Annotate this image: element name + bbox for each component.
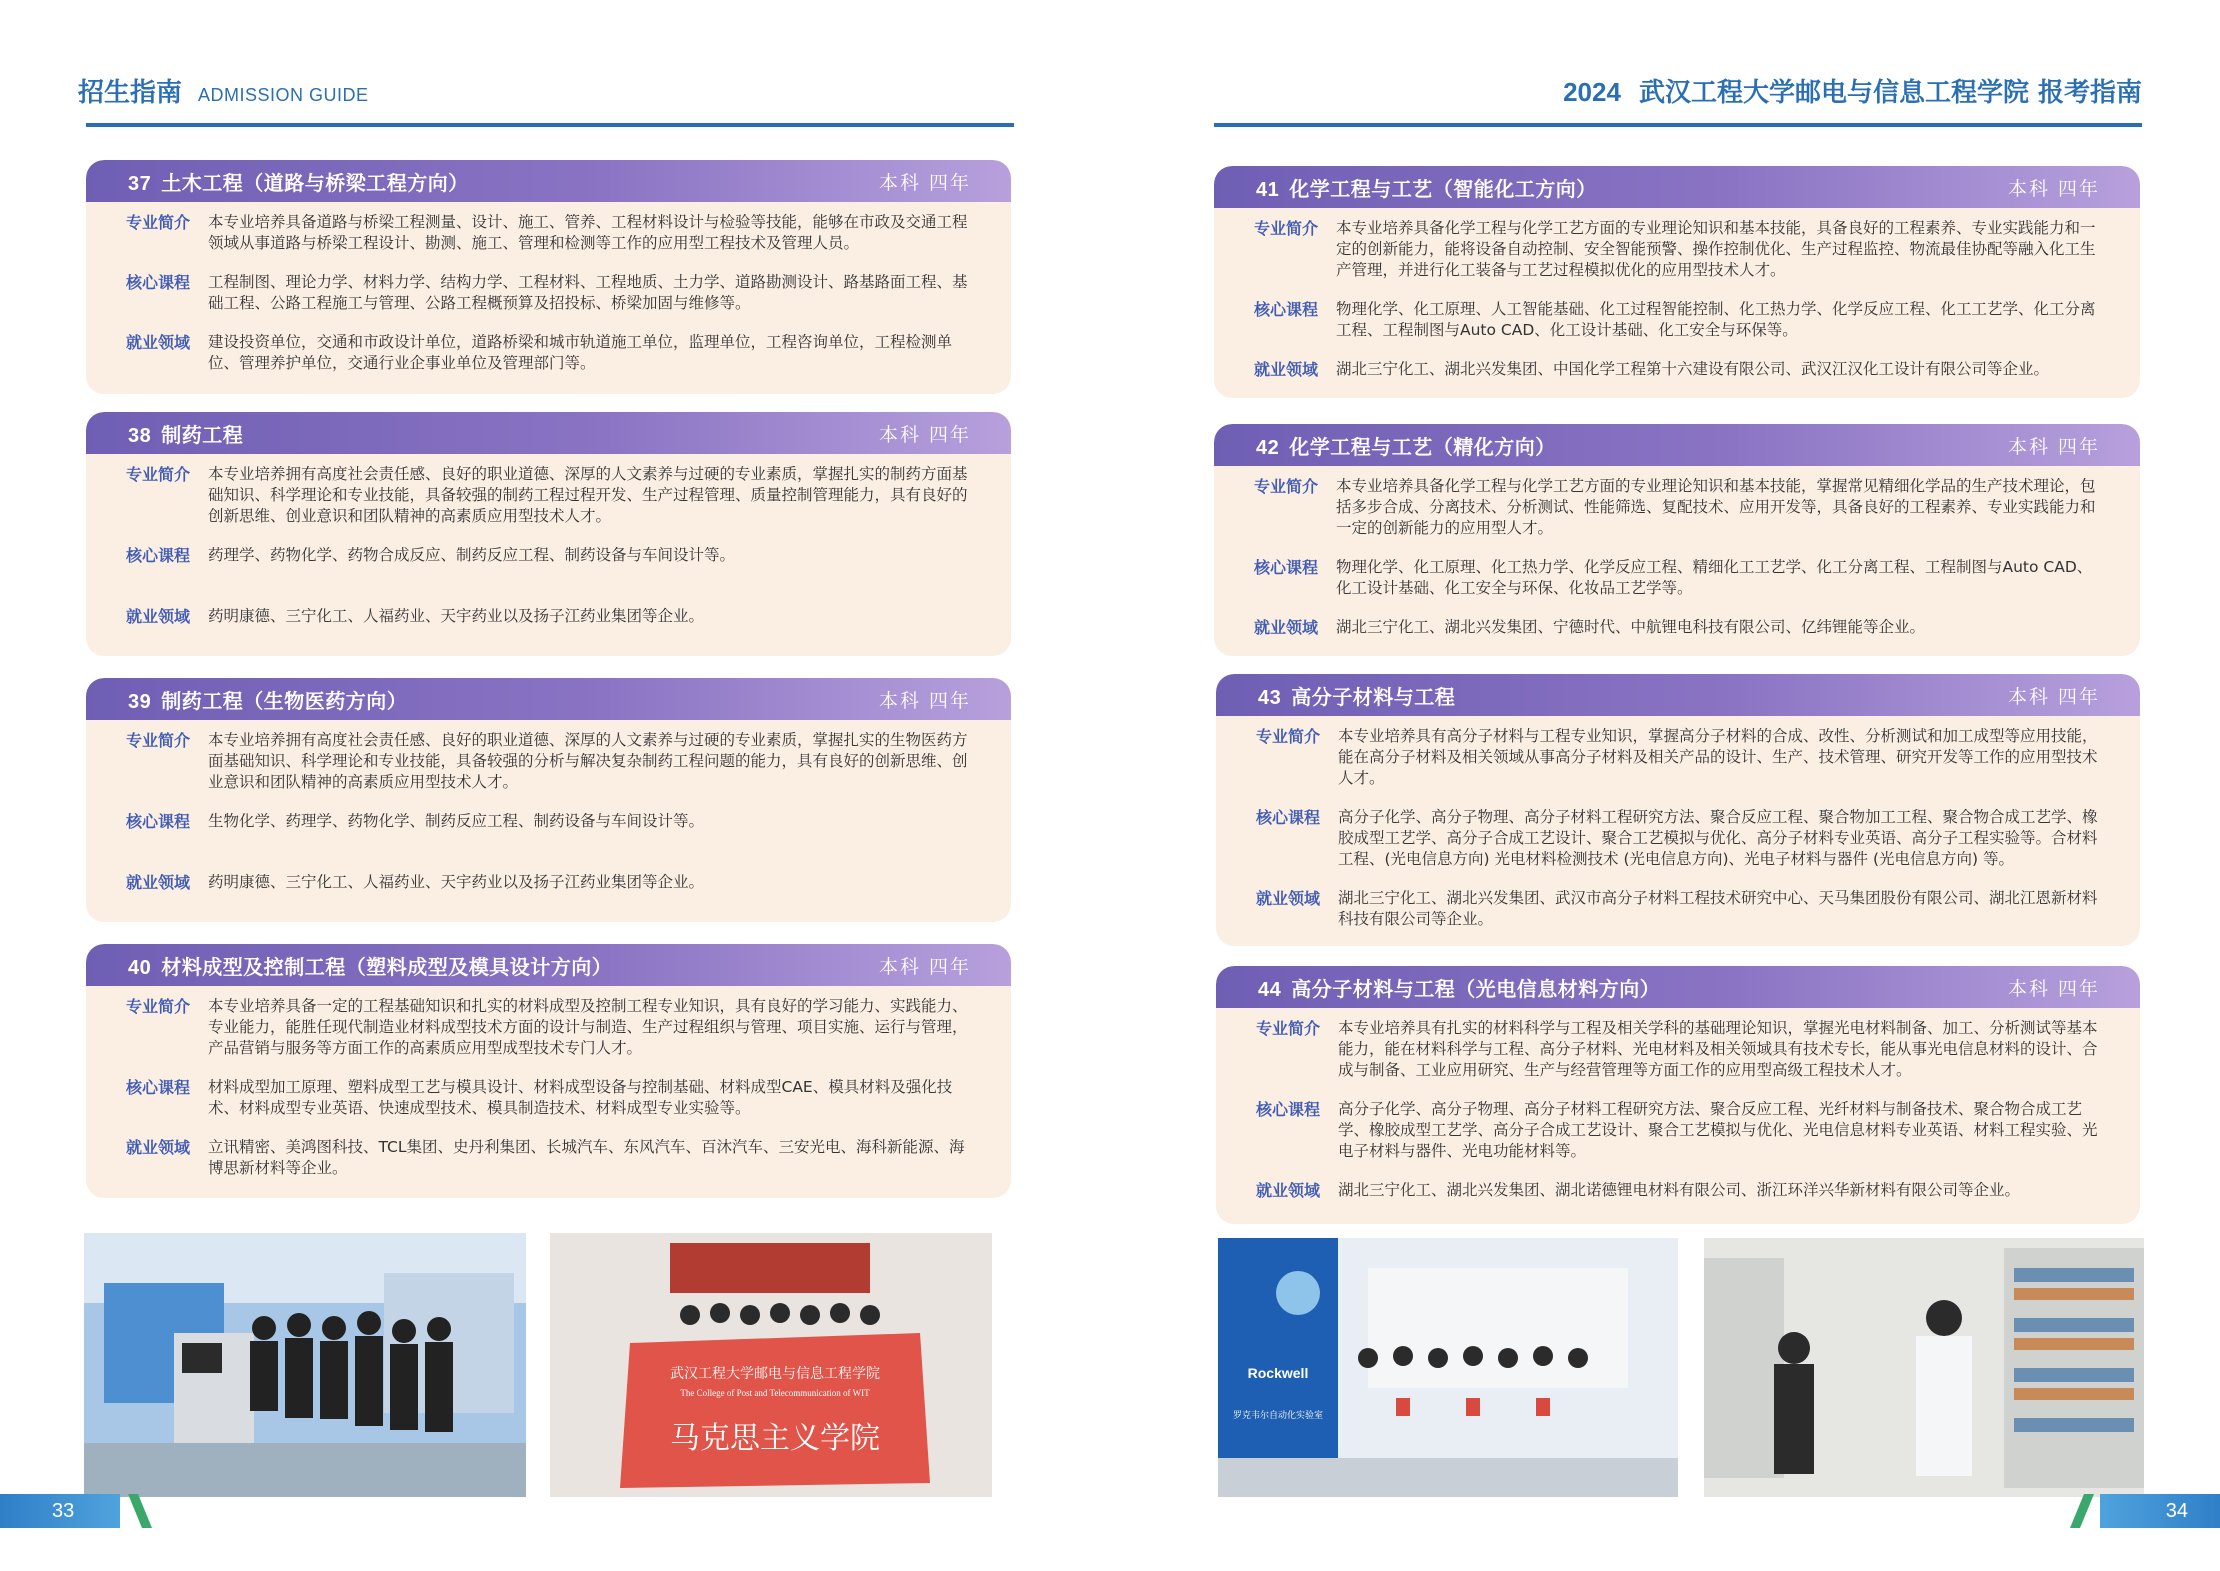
- courses-label: 核心课程: [1256, 808, 1321, 827]
- banner-line1: 武汉工程大学邮电与信息工程学院: [670, 1366, 880, 1382]
- degree-duration: 本科 四年: [878, 171, 971, 194]
- intro-text: 本专业培养拥有高度社会责任感、良好的职业道德、深厚的人文素养与过硬的专业素质，掌握扎实的制药方面基础知识、科学理论和专业技能，具备较强的制药工程过程开发、生产过程管理、质量控制管理能力，具有良好的创新思维、创业意识和团队精神的高素质应用型技术人才。: [208, 465, 968, 525]
- intro-row: [1254, 476, 2104, 539]
- courses-row: [1254, 557, 2104, 599]
- major-title-bar: [1214, 166, 2140, 208]
- intro-label: 专业简介: [126, 997, 191, 1016]
- courses-text: 高分子化学、高分子物理、高分子材料工程研究方法、聚合反应工程、聚合物加工工程、聚合物合成工艺学、橡胶成型工艺学、高分子合成工艺设计、聚合工艺模拟与优化、高分子材料专业英语、高分子工程实验等。合材料工程、(光电信息方向) 光电材料检测技术 (光电信息方向)、光电子材料与器件 (光电信息方向) 等。: [1338, 808, 2098, 868]
- intro-row: [1256, 726, 2104, 789]
- courses-text: 物理化学、化工原理、人工智能基础、化工过程智能控制、化工热力学、化学反应工程、化工工艺学、化工分离工程、工程制图与Auto CAD、化工设计基础、化工安全与环保等。: [1336, 300, 2096, 339]
- degree-duration: 本科 四年: [2007, 685, 2100, 708]
- major-name: 制药工程: [161, 422, 244, 447]
- courses-label: 核心课程: [126, 1078, 191, 1097]
- jobs-label: 就业领域: [1256, 1181, 1321, 1200]
- major-title-bar: [1214, 424, 2140, 466]
- major-number: 44: [1258, 978, 1282, 1001]
- courses-label: 核心课程: [126, 812, 191, 831]
- major-name: 土木工程（道路与桥梁工程方向）: [161, 170, 469, 195]
- jobs-text: 湖北三宁化工、湖北兴发集团、中国化学工程第十六建设有限公司、武汉江汉化工设计有限公司等企业。: [1336, 360, 2050, 378]
- page-number-stripe: [128, 1494, 152, 1528]
- major-name: 高分子材料与工程: [1291, 684, 1456, 709]
- header-year: 2024: [1563, 77, 1621, 107]
- intro-text: 本专业培养具有扎实的材料科学与工程及相关学科的基础理论知识，掌握光电材料制备、加工、分析测试等基本能力，能在材料科学与工程、高分子材料、光电材料及相关领域具有技术专长，能从事光电信息材料的设计、合成与制备、工业应用研究、生产与经营管理等方面工作的应用型高级工程技术人才。: [1338, 1019, 2098, 1079]
- header-title: 武汉工程大学邮电与信息工程学院 报考指南: [1638, 78, 2142, 108]
- major-name: 化学工程与工艺（精化方向）: [1289, 434, 1556, 459]
- lab-wall-text: 罗克韦尔自动化实验室: [1232, 1411, 1324, 1421]
- intro-row: [1254, 218, 2104, 281]
- courses-row: [126, 272, 975, 314]
- jobs-text: 湖北三宁化工、湖北兴发集团、宁德时代、中航锂电科技有限公司、亿纬锂能等企业。: [1336, 618, 1926, 636]
- courses-text: 物理化学、化工原理、化工热力学、化学反应工程、精细化工工艺学、化工分离工程、工程制图与Auto CAD、化工设计基础、化工安全与环保、化妆品工艺学等。: [1336, 558, 2093, 597]
- intro-label: 专业简介: [1254, 477, 1319, 496]
- intro-text: 本专业培养具备化学工程与化学工艺方面的专业理论知识和基本技能，掌握常见精细化学品的生产技术理论，包括多步合成、分离技术、分析测试、性能筛选、复配技术、应用开发等，具备良好的工程素养、专业实践能力和一定的创新能力的应用型人才。: [1336, 477, 2096, 537]
- jobs-text: 建设投资单位，交通和市政设计单位，道路桥梁和城市轨道施工单位，监理单位，工程咨询单位，工程检测单位、管理养护单位，交通行业企事业单位及管理部门等。: [208, 333, 953, 372]
- jobs-text: 湖北三宁化工、湖北兴发集团、武汉市高分子材料工程技术研究中心、天马集团股份有限公司、湖北江恩新材料科技有限公司等企业。: [1338, 889, 2098, 928]
- courses-row: [126, 811, 975, 832]
- degree-duration: 本科 四年: [2007, 435, 2100, 458]
- right-header: [1563, 72, 2142, 109]
- intro-text: 本专业培养具有高分子材料与工程专业知识，掌握高分子材料的合成、改性、分析测试和加工成型等应用技能，能在高分子材料及相关领域从事高分子材料及相关产品的设计、生产、技术管理、研究开发等工作的应用型技术人才。: [1338, 727, 2098, 787]
- major-title-bar: [86, 678, 1011, 720]
- courses-label: 核心课程: [1256, 1100, 1321, 1119]
- intro-row: [126, 212, 975, 254]
- intro-label: 专业简介: [1256, 727, 1321, 746]
- right-page: [1110, 0, 2220, 1571]
- intro-text: 本专业培养具备一定的工程基础知识和扎实的材料成型及控制工程专业知识，具有良好的学习能力、实践能力、专业能力，能胜任现代制造业材料成型技术方面的设计与制造、生产过程组织与管理、项目实施、运行与管理，产品营销与服务等方面工作的高素质应用型成型技术专门人才。: [208, 997, 968, 1057]
- major-title-bar: [86, 412, 1011, 454]
- jobs-row: [126, 1137, 975, 1179]
- header-title: 招生指南: [78, 78, 183, 108]
- courses-row: [1256, 1099, 2104, 1162]
- courses-text: 工程制图、理论力学、材料力学、结构力学、工程材料、工程地质、土力学、道路勘测设计、路基路面工程、基础工程、公路工程施工与管理、公路工程概预算及招投标、桥梁加固与维修等。: [208, 273, 968, 312]
- major-title: [1258, 973, 1660, 1002]
- major-name: 制药工程（生物医药方向）: [161, 688, 408, 713]
- major-title-bar: [1216, 966, 2140, 1008]
- major-number: 42: [1256, 436, 1280, 459]
- left-header: [78, 72, 369, 109]
- intro-row: [126, 464, 975, 527]
- page-number-text: 33: [52, 1499, 75, 1522]
- intro-text: 本专业培养拥有高度社会责任感、良好的职业道德、深厚的人文素养与过硬的专业素质，掌握扎实的生物医药方面基础知识、科学理论和专业技能，具备较强的分析与解决复杂制药工程问题的能力，具有良好的创新思维、创业意识和团队精神的高素质应用型技术人才。: [208, 731, 968, 791]
- banner-text: 马克思主义学院: [670, 1421, 880, 1456]
- jobs-row: [126, 872, 975, 893]
- major-title-bar: [86, 160, 1011, 202]
- jobs-label: 就业领域: [1254, 360, 1319, 379]
- intro-label: 专业简介: [126, 731, 191, 750]
- intro-text: 本专业培养具备化学工程与化学工艺方面的专业理论知识和基本技能，具备良好的工程素养、专业实践能力和一定的创新能力，能将设备自动控制、安全智能预警、操作控制优化、生产过程监控、物流最佳协配等融入化工生产管理，并进行化工装备与工艺过程模拟优化的应用型技术人才。: [1336, 219, 2096, 279]
- degree-duration: 本科 四年: [2007, 977, 2100, 1000]
- intro-row: [126, 996, 975, 1059]
- major-number: 39: [128, 690, 152, 713]
- major-title: [1256, 173, 1597, 202]
- major-title: [1258, 681, 1455, 710]
- major-name: 化学工程与工艺（智能化工方向）: [1289, 176, 1597, 201]
- major-title-bar: [86, 944, 1011, 986]
- jobs-label: 就业领域: [126, 873, 191, 892]
- intro-label: 专业简介: [126, 213, 191, 232]
- major-title: [128, 685, 407, 714]
- major-card: [1216, 966, 2140, 1224]
- major-card: [86, 944, 1011, 1198]
- page-number: [2100, 1494, 2220, 1528]
- jobs-row: [126, 606, 975, 627]
- jobs-text: 药明康德、三宁化工、人福药业、天宇药业以及扬子江药业集团等企业。: [208, 607, 705, 625]
- courses-text: 药理学、药物化学、药物合成反应、制药反应工程、制药设备与车间设计等。: [208, 546, 736, 564]
- jobs-label: 就业领域: [1256, 889, 1321, 908]
- degree-duration: 本科 四年: [878, 689, 971, 712]
- jobs-label: 就业领域: [1254, 618, 1319, 637]
- jobs-text: 湖北三宁化工、湖北兴发集团、湖北诺德锂电材料有限公司、浙江环洋兴华新材料有限公司等企业。: [1338, 1181, 2021, 1199]
- header-rule: [1214, 123, 2142, 127]
- major-card: [1216, 674, 2140, 946]
- major-title-bar: [1216, 674, 2140, 716]
- courses-text: 材料成型加工原理、塑料成型工艺与模具设计、材料成型设备与控制基础、材料成型CAE、模具材料及强化技术、材料成型专业英语、快速成型技术、模具制造技术、材料成型专业实验等。: [208, 1078, 953, 1117]
- jobs-row: [1254, 617, 2104, 638]
- jobs-row: [1254, 359, 2104, 380]
- major-name: 高分子材料与工程（光电信息材料方向）: [1291, 976, 1661, 1001]
- major-card: [86, 678, 1011, 922]
- degree-duration: 本科 四年: [878, 423, 971, 446]
- page-number-text: 34: [2165, 1499, 2188, 1522]
- courses-row: [1256, 807, 2104, 870]
- jobs-text: 立讯精密、美鸿图科技、TCL集团、史丹利集团、长城汽车、东风汽车、百沐汽车、三安光电、海科新能源、海博思新材料等企业。: [208, 1138, 965, 1177]
- intro-label: 专业简介: [126, 465, 191, 484]
- intro-row: [126, 730, 975, 793]
- major-card: [86, 160, 1011, 394]
- major-number: 40: [128, 956, 152, 979]
- courses-label: 核心课程: [126, 546, 191, 565]
- courses-text: 生物化学、药理学、药物化学、制药反应工程、制药设备与车间设计等。: [208, 812, 705, 830]
- intro-label: 专业简介: [1254, 219, 1319, 238]
- major-card: [1214, 166, 2140, 398]
- jobs-row: [1256, 1180, 2104, 1201]
- courses-row: [126, 545, 975, 566]
- courses-label: 核心课程: [1254, 300, 1319, 319]
- degree-duration: 本科 四年: [878, 955, 971, 978]
- major-title: [128, 419, 243, 448]
- major-number: 43: [1258, 686, 1282, 709]
- courses-row: [1254, 299, 2104, 341]
- major-title: [128, 167, 469, 196]
- jobs-label: 就业领域: [126, 607, 191, 626]
- intro-row: [1256, 1018, 2104, 1081]
- header-subtitle: ADMISSION GUIDE: [198, 85, 369, 105]
- group-banner-photo: [550, 1233, 992, 1497]
- courses-label: 核心课程: [126, 273, 191, 292]
- jobs-label: 就业领域: [126, 333, 191, 352]
- major-card: [86, 412, 1011, 656]
- courses-label: 核心课程: [1254, 558, 1319, 577]
- page-number: [0, 1494, 120, 1528]
- intro-text: 本专业培养具备道路与桥梁工程测量、设计、施工、管养、工程材料设计与检验等技能，能够在市政及交通工程领域从事道路与桥梁工程设计、勘测、施工、管理和检测等工作的应用型工程技术及管理人员。: [208, 213, 968, 252]
- jobs-row: [1256, 888, 2104, 930]
- courses-row: [126, 1077, 975, 1119]
- major-number: 38: [128, 424, 152, 447]
- banner-line2: The College of Post and Telecommunication of WIT: [680, 1388, 870, 1398]
- lab-visit-photo: [84, 1233, 526, 1497]
- major-number: 41: [1256, 178, 1280, 201]
- major-title: [1256, 431, 1556, 460]
- courses-text: 高分子化学、高分子物理、高分子材料工程研究方法、聚合反应工程、光纤材料与制备技术、聚合物合成工艺学、橡胶成型工艺学、高分子合成工艺设计、聚合工艺模拟与优化、光电信息材料专业英语、材料工程实验、光电子材料与器件、光电功能材料等。: [1338, 1100, 2098, 1160]
- major-title: [128, 951, 612, 980]
- major-card: [1214, 424, 2140, 656]
- jobs-text: 药明康德、三宁化工、人福药业、天宇药业以及扬子江药业集团等企业。: [208, 873, 705, 891]
- jobs-label: 就业领域: [126, 1138, 191, 1157]
- automation-lab-photo: [1218, 1238, 1678, 1497]
- intro-label: 专业简介: [1256, 1019, 1321, 1038]
- degree-duration: 本科 四年: [2007, 177, 2100, 200]
- page-number-stripe: [2070, 1494, 2094, 1528]
- major-name: 材料成型及控制工程（塑料成型及模具设计方向）: [161, 954, 613, 979]
- header-rule: [86, 123, 1014, 127]
- jobs-row: [126, 332, 975, 374]
- major-number: 37: [128, 172, 152, 195]
- lab-brand: Rockwell: [1247, 1365, 1309, 1381]
- library-photo: [1704, 1238, 2144, 1497]
